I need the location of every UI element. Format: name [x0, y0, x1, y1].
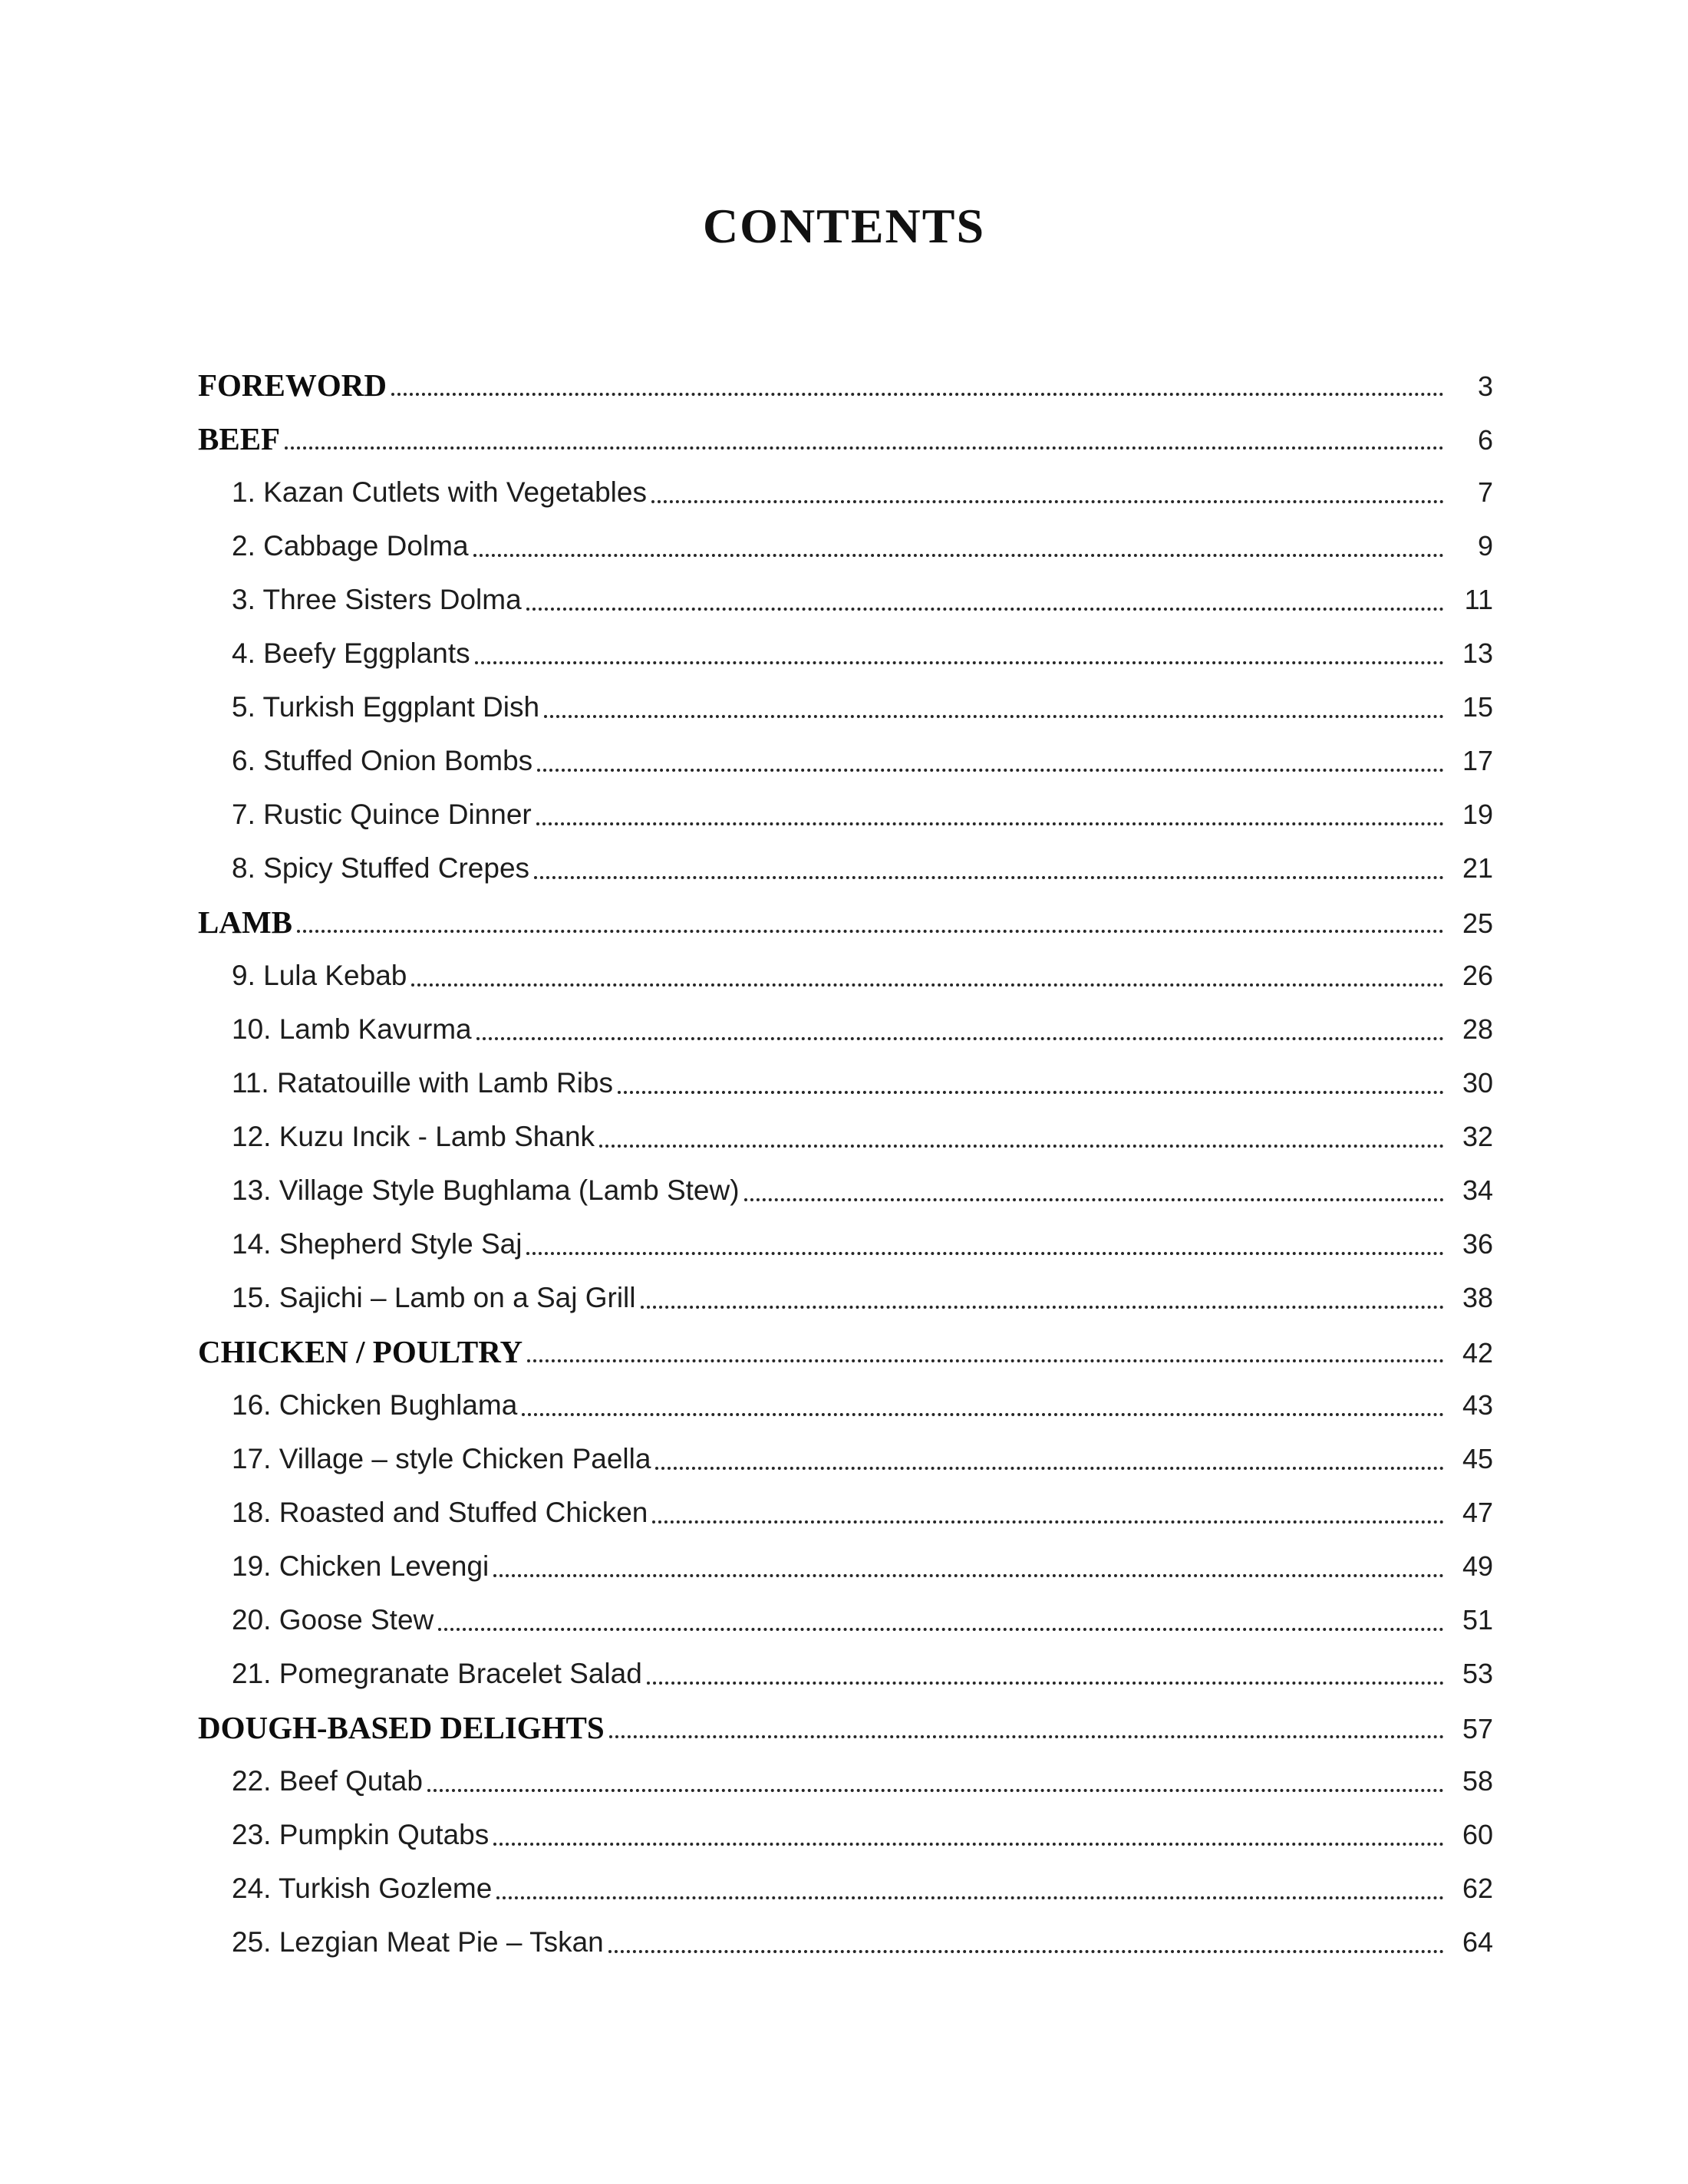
- page-number: 51: [1462, 1604, 1493, 1636]
- page-number: 21: [1462, 852, 1493, 884]
- leader-dots: [641, 1306, 1445, 1309]
- toc-entry-label: 21. Pomegranate Bracelet Salad: [232, 1658, 642, 1689]
- toc-entry-label: 8. Spicy Stuffed Crepes: [232, 852, 530, 884]
- page-number: 6: [1477, 424, 1493, 456]
- page-number: 15: [1462, 691, 1493, 723]
- page-number: 19: [1462, 799, 1493, 830]
- toc-item-row[interactable]: [198, 1227, 1493, 1261]
- leader-dots: [537, 769, 1444, 772]
- toc-entry-label: 7. Rustic Quince Dinner: [232, 799, 532, 830]
- page-number: 34: [1462, 1174, 1493, 1206]
- leader-dots: [608, 1950, 1444, 1953]
- toc-entry-label: 15. Sajichi – Lamb on a Saj Grill: [232, 1282, 636, 1313]
- toc-item-row[interactable]: [198, 1013, 1493, 1046]
- page-number: 60: [1462, 1819, 1493, 1850]
- toc-section-row[interactable]: [198, 905, 1493, 939]
- toc-item-row[interactable]: [198, 690, 1493, 724]
- page-number: 53: [1462, 1658, 1493, 1689]
- page-title: CONTENTS: [702, 199, 986, 253]
- leader-dots: [476, 1037, 1444, 1040]
- page-number: 25: [1462, 908, 1493, 939]
- page-number: 49: [1462, 1550, 1493, 1582]
- leader-dots: [544, 715, 1444, 718]
- toc-entry-label: LAMB: [198, 904, 292, 940]
- leader-dots: [496, 1896, 1444, 1899]
- toc-item-row[interactable]: [198, 744, 1493, 778]
- toc-item-row[interactable]: [198, 1925, 1493, 1959]
- toc-entry-label: 4. Beefy Eggplants: [232, 637, 470, 669]
- toc-entry-label: 25. Lezgian Meat Pie – Tskan: [232, 1926, 604, 1958]
- toc-section-row[interactable]: [198, 1335, 1493, 1369]
- leader-dots: [411, 983, 1444, 987]
- toc-item-row[interactable]: [198, 583, 1493, 617]
- page-number: 64: [1462, 1926, 1493, 1958]
- toc-entry-label: 24. Turkish Gozleme: [232, 1873, 493, 1904]
- toc-entry-label: BEEF: [198, 421, 281, 456]
- toc-item-row[interactable]: [198, 1496, 1493, 1530]
- toc-entry-label: 3. Three Sisters Dolma: [232, 584, 522, 615]
- page-number: 3: [1477, 371, 1493, 402]
- leader-dots: [391, 393, 1444, 396]
- leader-dots: [475, 661, 1444, 664]
- toc-entry-label: 10. Lamb Kavurma: [232, 1013, 472, 1045]
- toc-entry-label: 2. Cabbage Dolma: [232, 530, 469, 562]
- page-number: 36: [1462, 1228, 1493, 1260]
- page-number: 26: [1462, 960, 1493, 991]
- toc-item-row[interactable]: [198, 1764, 1493, 1798]
- toc-list: [198, 368, 1493, 1979]
- toc-item-row[interactable]: [198, 1872, 1493, 1906]
- page-number: 58: [1462, 1765, 1493, 1797]
- toc-section-row[interactable]: [198, 368, 1493, 402]
- page-number: 17: [1462, 745, 1493, 776]
- toc-item-row[interactable]: [198, 1550, 1493, 1583]
- page-number: 11: [1464, 584, 1493, 615]
- toc-item-row[interactable]: [198, 1603, 1493, 1637]
- page-number: 9: [1477, 530, 1493, 562]
- toc-entry-label: 11. Ratatouille with Lamb Ribs: [232, 1067, 614, 1099]
- toc-item-row[interactable]: [198, 798, 1493, 832]
- leader-dots: [527, 1359, 1444, 1362]
- page-number: 28: [1462, 1013, 1493, 1045]
- page-number: 7: [1477, 476, 1493, 508]
- toc-entry-label: 12. Kuzu Incik - Lamb Shank: [232, 1121, 595, 1152]
- page-number: 42: [1462, 1337, 1493, 1369]
- toc-entry-label: 17. Village – style Chicken Paella: [232, 1443, 651, 1474]
- toc-entry-label: 6. Stuffed Onion Bombs: [232, 745, 533, 776]
- toc-entry-label: 19. Chicken Levengi: [232, 1550, 490, 1582]
- toc-entry-label: 14. Shepherd Style Saj: [232, 1228, 523, 1260]
- toc-entry-label: DOUGH-BASED DELIGHTS: [198, 1710, 605, 1745]
- leader-dots: [599, 1145, 1444, 1148]
- page-number: 38: [1462, 1282, 1493, 1313]
- leader-dots: [526, 1252, 1444, 1255]
- leader-dots: [651, 500, 1444, 503]
- leader-dots: [647, 1682, 1444, 1685]
- toc-item-row[interactable]: [198, 1120, 1493, 1154]
- toc-item-row[interactable]: [198, 637, 1493, 670]
- toc-item-row[interactable]: [198, 1174, 1493, 1207]
- page-number: 45: [1462, 1443, 1493, 1474]
- toc-entry-label: 22. Beef Qutab: [232, 1765, 423, 1797]
- toc-item-row[interactable]: [198, 1066, 1493, 1100]
- leader-dots: [285, 446, 1444, 450]
- page-number: 62: [1462, 1873, 1493, 1904]
- toc-entry-label: 13. Village Style Bughlama (Lamb Stew): [232, 1174, 740, 1206]
- toc-entry-label: 23. Pumpkin Qutabs: [232, 1819, 490, 1850]
- page-number: 13: [1462, 637, 1493, 669]
- leader-dots: [473, 554, 1444, 557]
- toc-entry-label: 5. Turkish Eggplant Dish: [232, 691, 540, 723]
- toc-entry-label: 16. Chicken Bughlama: [232, 1389, 518, 1421]
- toc-item-row[interactable]: [198, 1442, 1493, 1476]
- leader-dots: [609, 1735, 1444, 1738]
- leader-dots: [427, 1789, 1444, 1792]
- leader-dots: [618, 1091, 1444, 1094]
- toc-item-row[interactable]: [198, 852, 1493, 885]
- leader-dots: [744, 1198, 1444, 1201]
- leader-dots: [526, 608, 1444, 611]
- toc-item-row[interactable]: [198, 476, 1493, 509]
- leader-dots: [493, 1574, 1444, 1577]
- leader-dots: [522, 1413, 1444, 1416]
- page-number: 47: [1462, 1497, 1493, 1528]
- toc-entry-label: FOREWORD: [198, 367, 387, 403]
- toc-item-row[interactable]: [198, 529, 1493, 563]
- toc-entry-label: 18. Roasted and Stuffed Chicken: [232, 1497, 648, 1528]
- toc-item-row[interactable]: [198, 959, 1493, 993]
- page-number: 32: [1462, 1121, 1493, 1152]
- toc-section-row[interactable]: [198, 422, 1493, 456]
- page-number: 43: [1462, 1389, 1493, 1421]
- leader-dots: [534, 876, 1444, 879]
- leader-dots: [652, 1520, 1444, 1524]
- toc-item-row[interactable]: [198, 1281, 1493, 1315]
- page-number: 30: [1462, 1067, 1493, 1099]
- leader-dots: [493, 1843, 1444, 1846]
- toc-item-row[interactable]: [198, 1818, 1493, 1852]
- leader-dots: [655, 1467, 1444, 1470]
- toc-entry-label: 1. Kazan Cutlets with Vegetables: [232, 476, 647, 508]
- leader-dots: [438, 1628, 1444, 1631]
- leader-dots: [536, 822, 1444, 825]
- leader-dots: [297, 930, 1444, 933]
- page-number: 57: [1462, 1713, 1493, 1744]
- toc-entry-label: CHICKEN / POULTRY: [198, 1334, 523, 1369]
- toc-entry-label: 20. Goose Stew: [232, 1604, 434, 1636]
- toc-section-row[interactable]: [198, 1711, 1493, 1744]
- toc-item-row[interactable]: [198, 1388, 1493, 1422]
- toc-entry-label: 9. Lula Kebab: [232, 960, 407, 991]
- toc-item-row[interactable]: [198, 1657, 1493, 1691]
